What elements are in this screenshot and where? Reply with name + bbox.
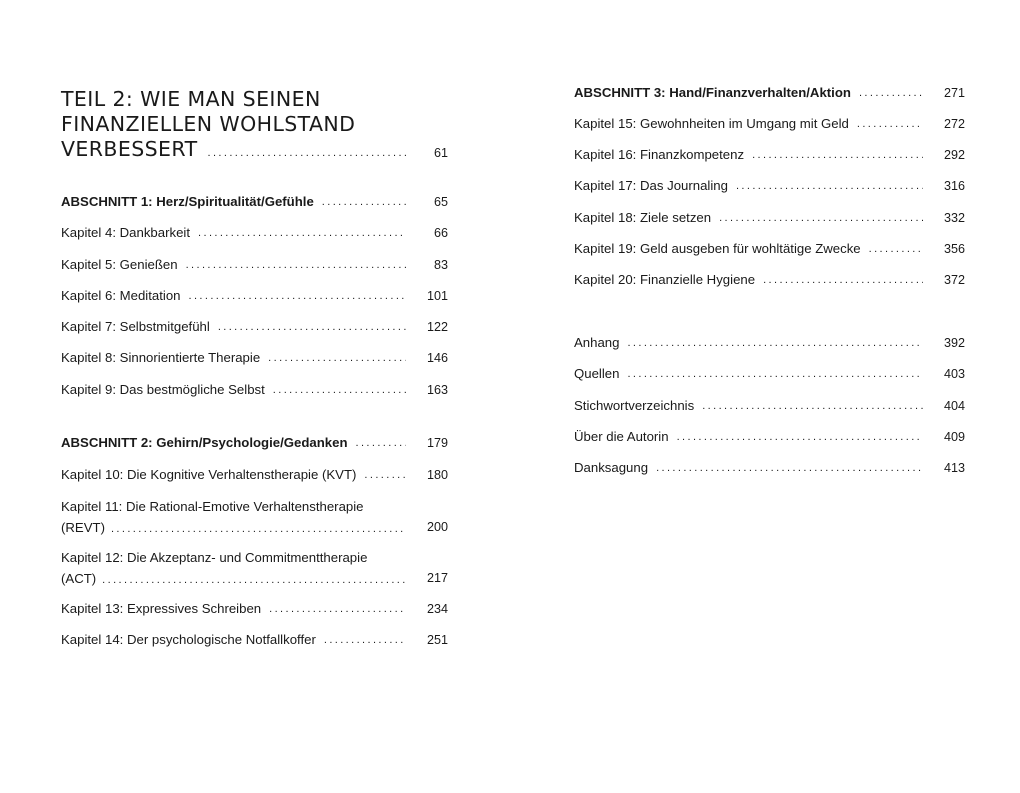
dot-leader <box>702 397 923 415</box>
dot-leader <box>356 434 406 452</box>
dot-leader <box>859 84 923 102</box>
dot-leader <box>102 571 406 589</box>
entry-title: Quellen <box>574 366 620 381</box>
dot-leader <box>111 520 406 538</box>
part-title-line-2: FINANZIELLEN WOHLSTAND <box>61 112 356 136</box>
entry-title: Kapitel 13: Expressives Schreiben <box>61 601 262 616</box>
toc-entry-chapter-6[interactable] <box>61 287 448 305</box>
toc-entry-chapter-18[interactable] <box>574 209 965 227</box>
dot-leader <box>268 349 406 367</box>
page-number: 66 <box>433 226 448 240</box>
toc-entry-index[interactable] <box>574 397 965 415</box>
toc-entry-chapter-16[interactable] <box>574 146 965 164</box>
entry-title-line-2: (ACT) <box>61 571 97 586</box>
page-number: 332 <box>943 211 965 225</box>
toc-entry-chapter-10[interactable] <box>61 466 448 484</box>
dot-leader <box>627 334 923 352</box>
toc-entry-part-2[interactable] <box>61 139 448 160</box>
page-number: 65 <box>433 195 448 209</box>
entry-title: Über die Autorin <box>574 429 669 444</box>
entry-title-line-1: Kapitel 12: Die Akzeptanz- und Commitmenttherapie <box>61 550 368 565</box>
toc-entry-section-3[interactable] <box>574 84 965 102</box>
entry-title: Kapitel 5: Genießen <box>61 257 178 272</box>
toc-entry-chapter-14[interactable] <box>61 631 448 649</box>
entry-title: Kapitel 9: Das bestmögliche Selbst <box>61 382 265 397</box>
dot-leader <box>627 365 923 383</box>
toc-entry-chapter-12[interactable] <box>61 547 448 589</box>
dot-leader <box>273 381 406 399</box>
dot-leader <box>198 224 406 242</box>
entry-title-line-2: (REVT) <box>61 520 105 535</box>
part-title-line-1: TEIL 2: WIE MAN SEINEN <box>61 87 321 111</box>
page-number: 83 <box>433 258 448 272</box>
entry-title: ABSCHNITT 1: Herz/Spiritualität/Gefühle <box>61 194 314 209</box>
toc-entry-chapter-11[interactable] <box>61 496 448 538</box>
entry-title: Kapitel 10: Die Kognitive Verhaltenstherapie (KVT) <box>61 467 357 482</box>
page-number: 392 <box>943 336 965 350</box>
entry-title: Danksagung <box>574 460 649 475</box>
dot-leader <box>752 146 923 164</box>
toc-entry-chapter-20[interactable] <box>574 271 965 289</box>
page-number: 61 <box>433 145 448 160</box>
toc-entry-chapter-5[interactable] <box>61 256 448 274</box>
dot-leader <box>869 240 923 258</box>
toc-entry-chapter-8[interactable] <box>61 349 448 367</box>
entry-title: Stichwortverzeichnis <box>574 398 695 413</box>
toc-entry-chapter-7[interactable] <box>61 318 448 336</box>
entry-title: Kapitel 17: Das Journaling <box>574 178 728 193</box>
page-number: 413 <box>943 461 965 475</box>
toc-entry-acknowledgements[interactable] <box>574 459 965 477</box>
page-number: 356 <box>943 242 965 256</box>
page-number: 180 <box>426 468 448 482</box>
entry-title: Kapitel 7: Selbstmitgefühl <box>61 319 210 334</box>
page-number: 101 <box>426 289 448 303</box>
entry-title: Kapitel 6: Meditation <box>61 288 181 303</box>
toc-entry-chapter-19[interactable] <box>574 240 965 258</box>
page-number: 372 <box>943 273 965 287</box>
page-number: 409 <box>943 430 965 444</box>
dot-leader <box>218 318 406 336</box>
page-number: 403 <box>943 367 965 381</box>
entry-title: Kapitel 14: Der psychologische Notfallkoffer <box>61 632 316 647</box>
toc-entry-section-2[interactable] <box>61 434 448 452</box>
entry-title: Kapitel 16: Finanzkompetenz <box>574 147 745 162</box>
dot-leader <box>719 209 923 227</box>
dot-leader <box>269 600 406 618</box>
page-number: 251 <box>426 633 448 647</box>
entry-title: Kapitel 18: Ziele setzen <box>574 210 712 225</box>
page-number: 163 <box>426 383 448 397</box>
toc-entry-section-1[interactable] <box>61 193 448 211</box>
page-number: 316 <box>943 179 965 193</box>
page-number: 217 <box>426 571 448 585</box>
page-number: 292 <box>943 148 965 162</box>
page-number: 271 <box>943 86 965 100</box>
toc-entry-sources[interactable] <box>574 365 965 383</box>
entry-title-line-1: Kapitel 11: Die Rational-Emotive Verhaltenstherapie <box>61 499 364 514</box>
entry-title: ABSCHNITT 2: Gehirn/Psychologie/Gedanken <box>61 435 348 450</box>
toc-entry-chapter-13[interactable] <box>61 600 448 618</box>
toc-entry-chapter-4[interactable] <box>61 224 448 242</box>
page-number: 272 <box>943 117 965 131</box>
dot-leader <box>857 115 923 133</box>
entry-title: Kapitel 20: Finanzielle Hygiene <box>574 272 756 287</box>
dot-leader <box>736 177 923 195</box>
dot-leader <box>656 459 923 477</box>
entry-title: Kapitel 19: Geld ausgeben für wohltätige Zwecke <box>574 241 861 256</box>
dot-leader <box>364 466 406 484</box>
entry-title: Kapitel 8: Sinnorientierte Therapie <box>61 350 261 365</box>
entry-title: Anhang <box>574 335 620 350</box>
toc-entry-chapter-15[interactable] <box>574 115 965 133</box>
entry-title: ABSCHNITT 3: Hand/Finanzverhalten/Aktion <box>574 85 851 100</box>
toc-entry-appendix[interactable] <box>574 334 965 352</box>
page-number: 122 <box>426 320 448 334</box>
dot-leader <box>324 631 406 649</box>
part-title-line-3: VERBESSERT <box>61 137 198 161</box>
page-number: 404 <box>943 399 965 413</box>
dot-leader <box>763 271 923 289</box>
dot-leader <box>322 193 406 211</box>
page-number: 234 <box>426 602 448 616</box>
page-number: 200 <box>426 520 448 534</box>
toc-entry-chapter-17[interactable] <box>574 177 965 195</box>
dot-leader <box>208 146 407 160</box>
entry-title: Kapitel 15: Gewohnheiten im Umgang mit Geld <box>574 116 849 131</box>
dot-leader <box>186 256 406 274</box>
entry-title: Kapitel 4: Dankbarkeit <box>61 225 191 240</box>
page-number: 146 <box>426 351 448 365</box>
dot-leader <box>189 287 407 305</box>
dot-leader <box>677 428 923 446</box>
page-number: 179 <box>426 436 448 450</box>
toc-entry-about-author[interactable] <box>574 428 965 446</box>
toc-entry-chapter-9[interactable] <box>61 381 448 399</box>
